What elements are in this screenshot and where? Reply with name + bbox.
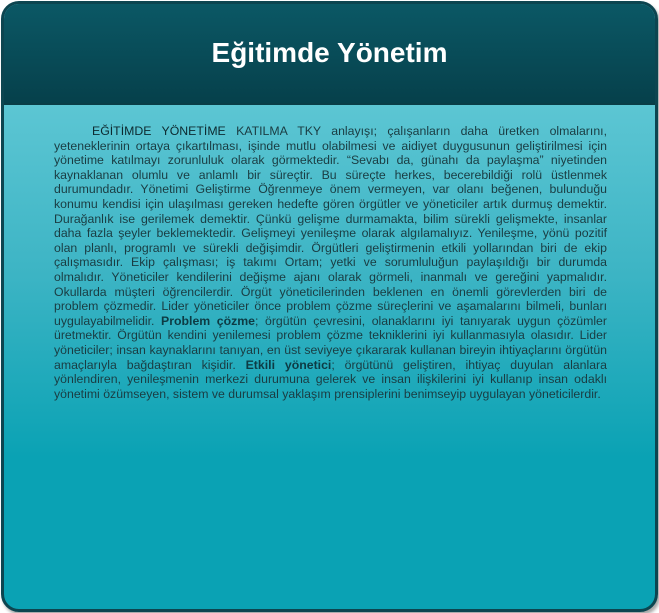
text-part-2: ; örgütün çevresini, olanaklarını iyi tanıyarak uygun çözümler üretmektir. Örgütün kendini yenilemesi problem çözme tekniklerini iyi kullanmasıyla olasıdır. Lider yöneticiler; insan kaynaklarını tanıyan, en üst seviyeye çıkararak kullanan bireyin ihtiyaçlarını örgütün amaçlarıyla bağdaştıran kişidir. <box>54 313 607 372</box>
slide-title: Eğitimde Yönetim <box>211 37 448 68</box>
text-part-1: KATILMA TKY anlayışı; çalışanların daha üretken olmalarını, yeteneklerinin ortaya çıkartılması, işinde mutlu olabilmesi ve aidiyet duygusunun geliştirilmesi için yönetime katılmayı zorunluluk olarak görmektedir. “Sevabı da, günahı da paylaşma” niyetinden kaynaklanan olumlu ve anlamlı bir süreçtir. Bu süreçte herkes, becerebildiği rolü üstlenmek durumundadır. Yönetimi Geliştirme Öğrenmeye önem vermeyen, var olanı beğenen, bulunduğu konumu kendisi için ulaşılması gereken hedefte gören örgütler ve yöneticiler artık durmuş demektir. Durağanlık ise gerilemek demektir. Çünkü gelişme durmamakta, bilim sürekli gelişmekte, insanlar daha fazla şeyler beklemektedir. Gelişmeyi yenileşme olarak algılamalıyız. Yenileşme, yönü pozitif olan planlı, programlı ve sürekli değişimdir. Örgütleri geliştirmenin etkili yollarından biri de ekip çalışmasıdır. Ekip çalışması; iş takımı Ortam; yetki ve sorumluluğun paylaşıldığı bir durumda olmalıdır. Yöneticiler kendilerini değişme ajanı olarak görmeli, inanmalı ve gereğini yapmalıdır. Okullarda müşteri öğrencilerdir. Örgüt yöneticilerinden beklenen en önemli görevlerden biri de problem çözmedir. Lider yöneticiler önce problem çözme süreçlerini ve aşamalarını bilmeli, bunları uygulayabilmelidir. <box>54 124 607 328</box>
text-part-3: ; örgütünü geliştiren, ihtiyaç duyulan alanlara yönlendiren, yenileşmenin merkezi durumuna gelerek ve insan ilişkilerini iyi kullanıp insan odaklı yönetimi özümseyen, sistem ve durumsal yaklaşım prensiplerini benimseyip uygulayan yöneticilerdir. <box>54 357 607 401</box>
slide-panel <box>1 1 658 612</box>
lead-phrase: EĞİTİMDE YÖNETİME <box>92 124 226 138</box>
title-bar <box>4 4 655 105</box>
body-paragraph <box>54 124 607 401</box>
emphasis-problem-solving: Problem çözme <box>161 313 256 328</box>
emphasis-effective-manager: Etkili yönetici <box>245 357 332 372</box>
